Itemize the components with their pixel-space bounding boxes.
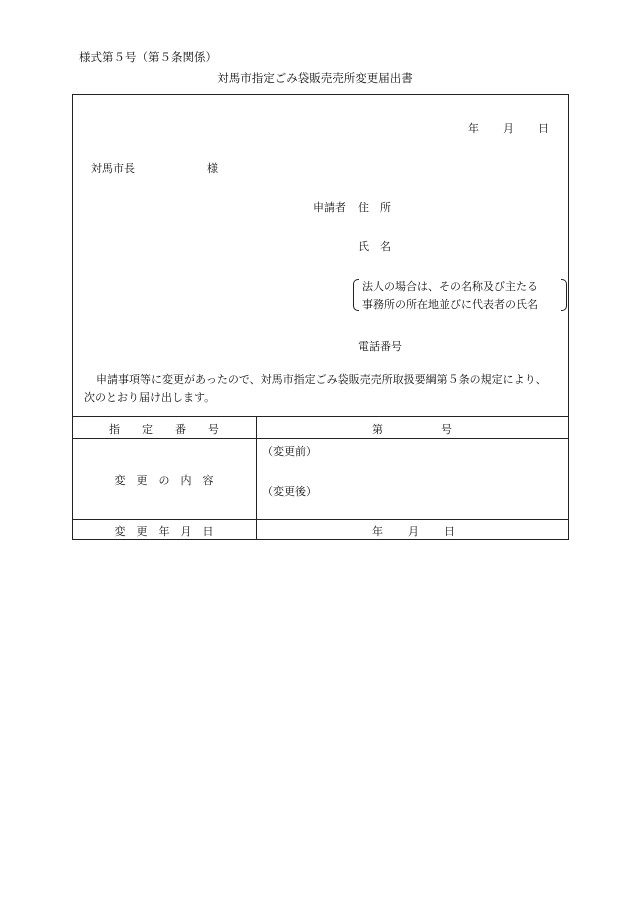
recipient-name: 対馬市長 — [91, 162, 135, 175]
table-rule-2 — [72, 519, 569, 520]
body-text-line1: 申請事項等に変更があったので、対馬市指定ごみ袋販売売所取扱要綱第５条の規定により、 — [96, 373, 547, 386]
address-label: 住 所 — [358, 201, 391, 214]
corporate-note-line2: 事務所の所在地並びに代表者の氏名 — [362, 298, 538, 311]
bracket-left — [353, 279, 359, 311]
form-number-label: 様式第５号（第５条関係） — [79, 50, 217, 64]
bracket-right — [561, 279, 567, 311]
designation-number-prefix: 第 — [372, 423, 383, 436]
body-text-line2: 次のとおり届け出します。 — [84, 391, 216, 404]
change-before-label: （変更前） — [262, 445, 317, 458]
table-column-divider — [256, 416, 257, 540]
designation-number-suffix: 号 — [441, 423, 452, 436]
table-top-rule — [72, 416, 569, 417]
name-label: 氏 名 — [358, 240, 391, 253]
recipient-honorific: 様 — [207, 162, 218, 175]
document-title: 対馬市指定ごみ袋販売売所変更届出書 — [217, 71, 413, 85]
change-date-month: 月 — [408, 525, 419, 538]
date-year-label: 年 — [468, 122, 479, 135]
change-content-label: 変 更 の 内 容 — [114, 474, 214, 487]
date-day-label: 日 — [538, 122, 549, 135]
date-month-label: 月 — [503, 122, 514, 135]
change-date-label: 変 更 年 月 日 — [114, 525, 214, 538]
applicant-label: 申請者 — [313, 201, 346, 214]
designation-number-label: 指 定 番 号 — [109, 423, 219, 436]
change-after-label: （変更後） — [262, 485, 317, 498]
change-date-day: 日 — [444, 525, 455, 538]
change-date-year: 年 — [372, 525, 383, 538]
table-rule-1 — [72, 438, 569, 439]
corporate-note-line1: 法人の場合は、その名称及び主たる — [362, 280, 538, 293]
phone-label: 電話番号 — [358, 340, 402, 353]
